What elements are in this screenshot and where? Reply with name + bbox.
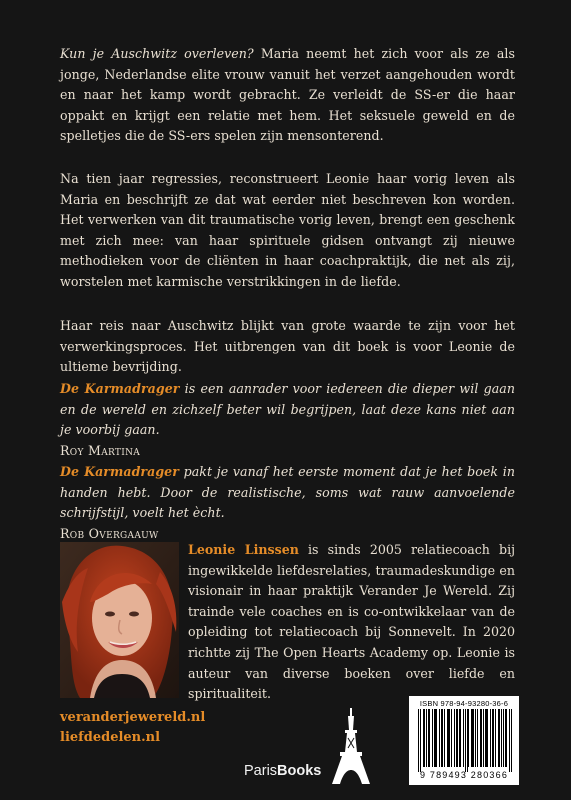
blurb-question: Kun je Auschwitz overleven? bbox=[60, 46, 254, 61]
review-2-title: De Karmadrager bbox=[60, 464, 179, 479]
blurb-paragraph-1-text: Maria neemt het zich voor als ze als jonge, Nederlandse elite vrouw vanuit het verzet aangehouden wordt en naar het kamp wordt gebracht. Ze verleidt de SS-er die haar oppakt en krijgt een relatie met hem. Het seksuele geweld en de spelletjes die de SS-ers spelen zijn mensonterend. bbox=[60, 46, 515, 143]
eiffel-tower-icon bbox=[330, 708, 372, 784]
review-1 bbox=[60, 379, 515, 461]
isbn-text: ISBN 978-94-93280-36-6 bbox=[419, 699, 509, 708]
author-photo bbox=[60, 542, 179, 698]
publisher-name-part2: Books bbox=[277, 763, 322, 779]
author-bio bbox=[188, 540, 515, 705]
review-2 bbox=[60, 462, 515, 544]
blurb-paragraph-2-text: Na tien jaar regressies, reconstrueert Leonie haar vorig leven als Maria en beschrijft ze dat wat eerder niet beschreven kon worden. Het verwerken van dit traumatische vorig leven, brengt een geschenk met zich mee: van haar spirituele gidsen ontvangt zij nieuwe methodieken voor de cliënten in haar coachpraktijk, die net als zij, worstelen met karmische verstrikkingen in de liefde. bbox=[60, 171, 515, 289]
isbn-barcode bbox=[409, 696, 519, 785]
blurb-paragraph-3-text: Haar reis naar Auschwitz blijkt van grote waarde te zijn voor het verwerkingsproces. Het uitbrengen van dit boek is voor Leonie de ultieme bevrijding. bbox=[60, 318, 515, 374]
publisher-logo bbox=[244, 763, 321, 779]
link-veranderjewereld[interactable]: veranderjewereld.nl bbox=[60, 710, 206, 725]
review-1-title: De Karmadrager bbox=[60, 381, 180, 396]
blurb-paragraph-2 bbox=[60, 169, 515, 292]
website-links bbox=[60, 708, 205, 748]
blurb-paragraph-1 bbox=[60, 44, 515, 147]
review-2-text: pakt je vanaf het eerste moment dat je het boek in handen hebt. Door de realistische, soms wat rauw aanvoelende schrijfstijl, voelt het ècht. bbox=[60, 464, 515, 520]
ean-digits: 9 789493 280366 bbox=[419, 770, 509, 780]
review-1-author: Roy Martina bbox=[60, 442, 141, 458]
blurb-paragraph-3 bbox=[60, 316, 515, 378]
review-2-author: Rob Overgaauw bbox=[60, 525, 159, 541]
author-bio-text: is sinds 2005 relatiecoach bij ingewikkelde liefdesrelaties, traumadeskundige en visionair in haar praktijk Verander Je Wereld. Zij trainde vele coaches en is co-ontwikkelaar van de opleiding tot relatiecoach bij Sonnevelt. In 2020 richtte zij The Open Hearts Academy op. Leonie is auteur van diverse boeken over liefde en spiritualiteit. bbox=[188, 542, 515, 702]
review-1-text: is een aanrader voor iedereen die dieper wil gaan en de wereld en zichzelf beter wil begrijpen, laat deze kans niet aan je voorbij gaan. bbox=[60, 381, 515, 437]
publisher-name-part1: Paris bbox=[244, 763, 278, 779]
link-liefdedelen[interactable]: liefdedelen.nl bbox=[60, 730, 161, 745]
author-name: Leonie Linssen bbox=[188, 542, 299, 557]
